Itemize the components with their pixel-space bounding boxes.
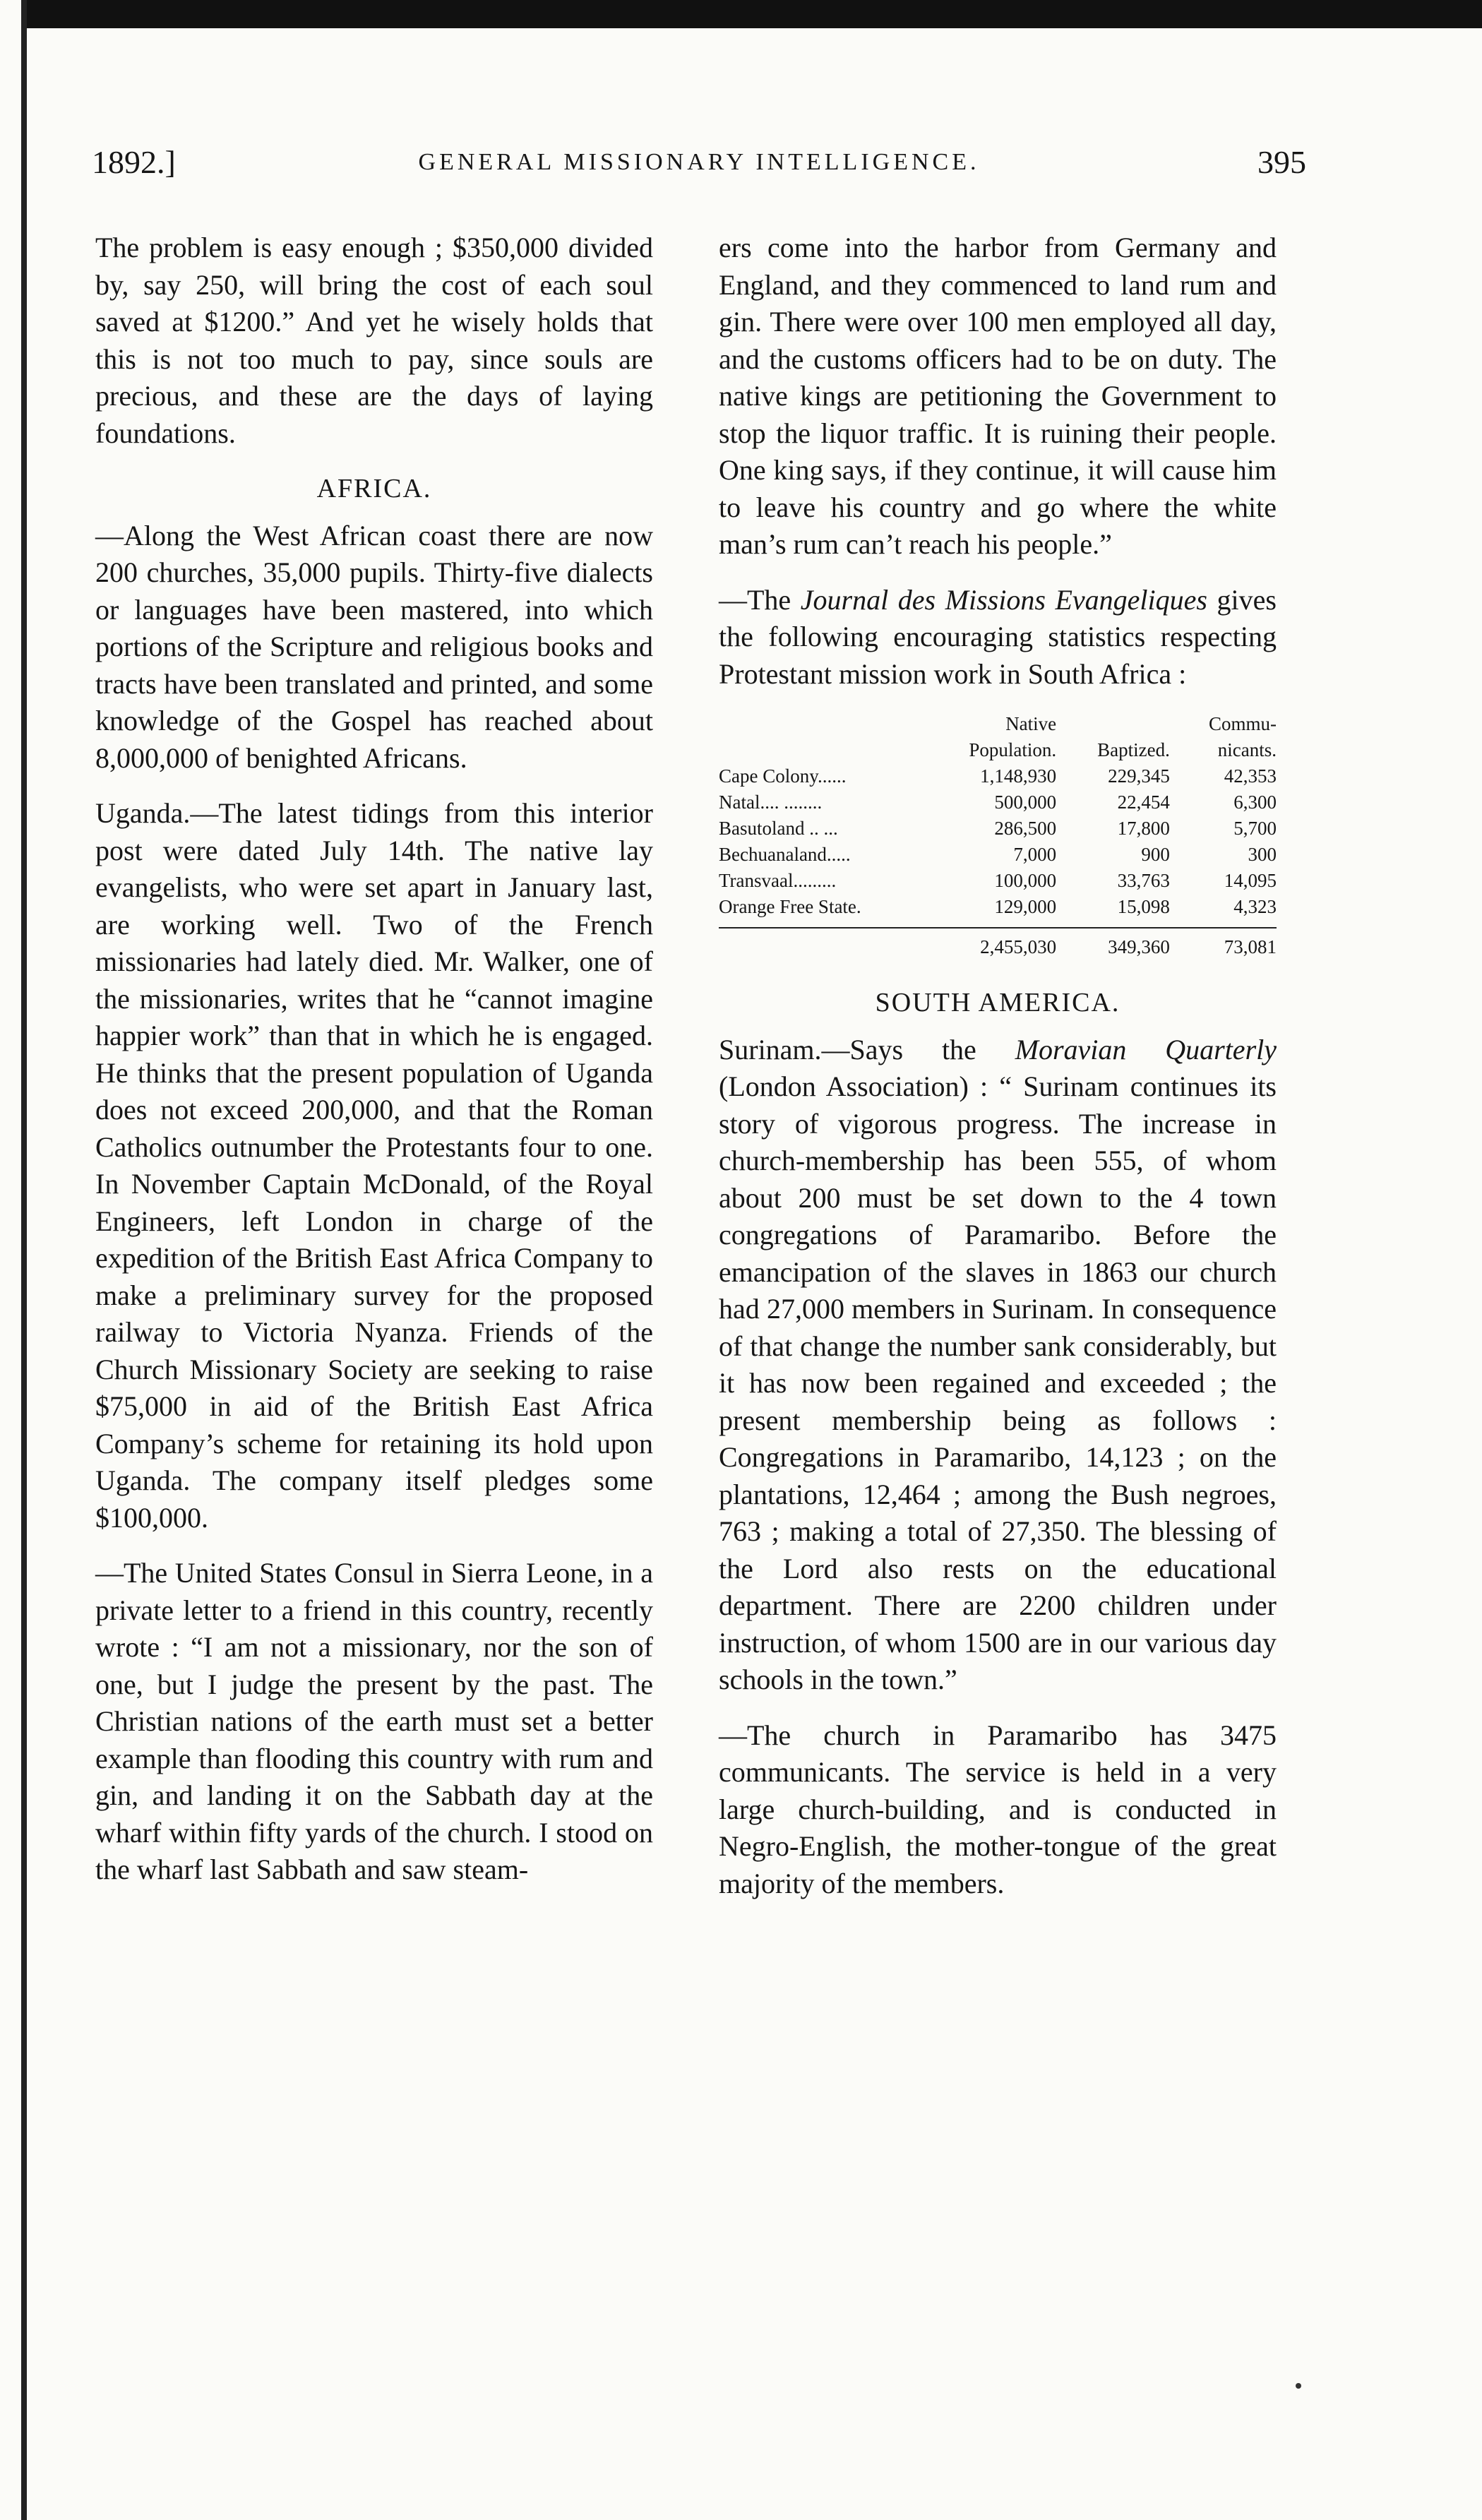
right-column (719, 229, 1277, 1921)
row-communicants: 5,700 (1233, 818, 1277, 839)
row-communicants: 6,300 (1233, 792, 1277, 813)
header-population-top: Native (1005, 713, 1057, 734)
row-communicants: 4,323 (1233, 896, 1277, 917)
paragraph-continued: The problem is easy enough ; $350,000 divided by, say 250, will bring the cost of each soul saved at $1200.” And yet he wisely holds that this is not too much to pay, since souls are precious, and these are the days of laying foundations. (95, 232, 653, 449)
running-header (92, 138, 1306, 187)
page-number: 395 (1257, 144, 1306, 180)
paragraph-paramaribo: —The church in Paramaribo has 3475 communicants. The service is held in a very large church-building, and is conducted in Negro-English, the mother-tongue of the great majority of the members. (719, 1719, 1277, 1899)
paragraph-journal (719, 582, 1277, 693)
row-name: Orange Free State. (719, 896, 861, 917)
row-population: 7,000 (1013, 844, 1057, 865)
row-name: Natal.... ........ (719, 792, 823, 813)
scan-speck (1296, 2383, 1301, 2389)
journal-title: Journal des Missions Evangeliques (800, 583, 1207, 616)
row-population: 1,148,930 (980, 765, 1057, 787)
scan-top-border (21, 0, 1482, 28)
header-blank-2 (719, 737, 921, 763)
paragraph-surinam (719, 1032, 1277, 1699)
scan-left-border (21, 0, 27, 2520)
total-baptized: 349,360 (1056, 928, 1170, 960)
journal-rest: gives the following encouraging statistics respecting Protestant mission work in South Africa : (719, 583, 1277, 690)
section-heading-south-america: SOUTH AMERICA. (875, 988, 1121, 1017)
table-row (719, 868, 1277, 894)
header-title: GENERAL MISSIONARY INTELLIGENCE. (418, 149, 980, 175)
table-row (719, 763, 1277, 789)
row-population: 500,000 (994, 792, 1057, 813)
paragraph-west-africa: —Along the West African coast there are now 200 churches, 35,000 pupils. Thirty-five dialects or languages have been mastered, into which portions of the Scripture and religious books and tracts have been translated and printed, and some knowledge of the Gospel has reached about 8,000,000 of benighted Africans. (95, 519, 653, 774)
section-heading-africa: AFRICA. (316, 474, 432, 503)
table-row (719, 894, 1277, 920)
header-baptized-top (1056, 711, 1170, 737)
table-row (719, 789, 1277, 816)
row-population: 286,500 (994, 818, 1057, 839)
row-baptized: 22,454 (1117, 792, 1170, 813)
row-name: Basutoland .. ... (719, 818, 838, 839)
row-name: Bechuanaland..... (719, 844, 851, 865)
row-name: Cape Colony...... (719, 765, 847, 787)
total-label-blank (719, 928, 921, 960)
table-row (719, 816, 1277, 842)
row-communicants: 300 (1248, 844, 1277, 865)
table-gap (719, 920, 1277, 928)
left-column (95, 229, 653, 1907)
row-population: 100,000 (994, 870, 1057, 891)
row-baptized: 17,800 (1117, 818, 1170, 839)
table-total-row (719, 928, 1277, 960)
surinam-rest: (London Association) : “ Surinam continues its story of vigorous progress. The increase in church-membership has been 555, of whom about 200 must be set down to the 4 town congregations of Paramaribo. Before the emancipation of the slaves in 1863 our church had 27,000 members in Surinam. In consequence of that change the number sank considerably, but it has now been regained and exceeded ; the present membership being as follows : Congregations in Paramaribo, 14,123 ; on the plantations, 12,464 ; among the Bush negroes, 763 ; making a total of 27,350. The blessing of the Lord also rests on the educational department. There are 2200 children under instruction, of whom 1500 are in our various day schools in the town.” (719, 1070, 1277, 1695)
paragraph-sierra-leone: —The United States Consul in Sierra Leone, in a private letter to a friend in this country, recently wrote : “I am not a missionary, nor the son of one, but I judge the present by the past. The Christian nations of the earth must set a better example than flooding this country with rum and gin, and landing it on the Sabbath day at the wharf within fifty yards of the church. I stood on the wharf last Sabbath and saw steam- (95, 1557, 653, 1885)
row-communicants: 14,095 (1224, 870, 1277, 891)
row-baptized: 15,098 (1117, 896, 1170, 917)
header-population: Population. (969, 739, 1057, 760)
row-baptized: 33,763 (1117, 870, 1170, 891)
row-population: 129,000 (994, 896, 1057, 917)
table-row (719, 842, 1277, 868)
header-communicants: nicants. (1217, 739, 1277, 760)
header-baptized: Baptized. (1097, 739, 1170, 760)
paragraph-uganda: Uganda.—The latest tidings from this interior post were dated July 14th. The native lay evangelists, who were set apart in January last, are working well. Two of the French missionaries had lately died. Mr. Walker, one of the missionaries, writes that he “cannot imagine happier work” than that in which he is engaged. He thinks that the present population of Uganda does not exceed 200,000, and that the Roman Catholics outnumber the Protestants four to one. In November Captain McDonald, of the Royal Engineers, left London in charge of the expedition of the British East Africa Company to make a preliminary survey for the proposed railway to Victoria Nyanza. Friends of the Church Missionary Society are seeking to raise $75,000 in aid of the British East Africa Company’s scheme for retaining its hold upon Uganda. The company itself pledges some $100,000. (95, 797, 653, 1534)
row-communicants: 42,353 (1224, 765, 1277, 787)
total-communicants: 73,081 (1170, 928, 1277, 960)
paragraph-continued-right: ers come into the harbor from Germany and England, and they commenced to land rum and gin. There were over 100 men employed all day, and the customs officers had to be on duty. The native kings are petitioning the Government to stop the liquor traffic. It is ruining their people. One king says, if they continue, it will cause him to leave his country and go where the white man’s rum can’t reach his people.” (719, 232, 1277, 560)
total-population: 2,455,030 (921, 928, 1056, 960)
surinam-lead: Surinam.—Says the (719, 1033, 1015, 1065)
row-baptized: 229,345 (1108, 765, 1170, 787)
journal-lead: —The (719, 583, 801, 616)
header-blank (719, 711, 921, 737)
row-baptized: 900 (1141, 844, 1170, 865)
header-date: 1892.] (92, 144, 176, 180)
row-name: Transvaal......... (719, 870, 837, 891)
header-communicants-top: Commu- (1208, 713, 1277, 734)
south-africa-stats-table (719, 711, 1277, 960)
surinam-journal-title: Moravian Quarterly (1015, 1033, 1277, 1065)
